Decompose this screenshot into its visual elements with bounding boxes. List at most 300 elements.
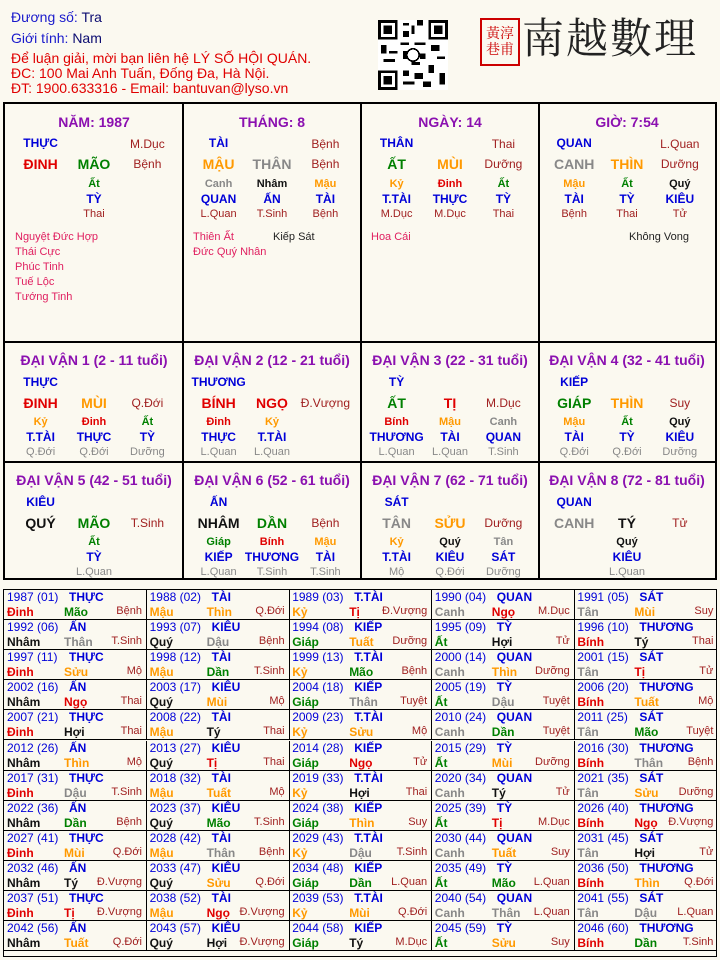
year-cell[interactable] <box>574 801 717 831</box>
year-stem: Canh <box>434 906 465 920</box>
year-stem: Canh <box>434 845 465 860</box>
year-stage: Dưỡng <box>535 665 570 678</box>
year-stem: Giáp <box>292 755 319 770</box>
luck-stem: QUÝ <box>25 515 56 531</box>
luck-pillar-8 <box>539 463 715 580</box>
year-stem: Quý <box>149 755 173 770</box>
year-god: THỰC <box>69 590 104 604</box>
year-cell[interactable] <box>289 650 432 680</box>
year-cell[interactable] <box>432 861 575 891</box>
pillar-stem: MẬU <box>202 156 235 172</box>
year-label: 2032 (46) <box>7 860 59 875</box>
year-stage: Đ.Vượng <box>239 906 285 918</box>
year-stage: Tuyệt <box>400 695 428 708</box>
year-cell[interactable] <box>574 741 717 771</box>
brand-logo: 南越數理 <box>522 14 699 63</box>
year-label: 1988 (02) <box>149 590 201 604</box>
year-branch: Tị <box>206 755 218 770</box>
year-cell[interactable] <box>574 921 717 951</box>
luck-title: ĐẠI VẬN 8 (72 - 81 tuổi) <box>549 472 705 488</box>
year-cell[interactable] <box>147 650 290 680</box>
hidden-stage: Q.Đới <box>559 446 589 458</box>
hidden-stage: Dưỡng <box>486 566 521 578</box>
year-cell[interactable] <box>289 680 432 710</box>
year-branch: Hợi <box>491 635 513 650</box>
hidden-god: TỲ <box>86 550 102 564</box>
year-stem: Bính <box>577 815 605 830</box>
hidden-god: T.TÀI <box>26 430 55 444</box>
year-stem: Giáp <box>292 875 319 890</box>
hidden-god: TỲ <box>495 192 512 206</box>
hidden-stage: Bệnh <box>312 208 339 220</box>
year-branch: Ngọ <box>349 755 373 770</box>
year-cell[interactable] <box>4 861 147 891</box>
year-cell[interactable] <box>574 891 717 921</box>
year-stage: T.Sinh <box>396 845 428 858</box>
year-cell[interactable] <box>147 680 290 710</box>
pillar-stem-god: THÂN <box>379 136 414 150</box>
year-stage: Tử <box>555 785 570 798</box>
year-label: 1996 (10) <box>577 620 629 635</box>
year-god: KIÊU <box>211 740 241 755</box>
hidden-stem: Nhâm <box>256 178 288 190</box>
hidden-stage: Thai <box>83 208 105 220</box>
year-stage: Đ.Vượng <box>96 906 142 918</box>
luck-stem: NHÂM <box>197 515 240 531</box>
year-label: 1993 (07) <box>149 620 201 635</box>
year-cell[interactable] <box>432 650 575 680</box>
year-god: TỲ <box>496 800 513 815</box>
luck-stage: Bệnh <box>311 516 340 530</box>
year-label: 2033 (47) <box>149 860 201 875</box>
year-cell[interactable] <box>147 741 290 771</box>
year-label: 2025 (39) <box>434 800 487 815</box>
luck-god: TỲ <box>388 375 405 389</box>
year-stage: Q.Đới <box>397 906 428 918</box>
hidden-god: TÀI <box>564 430 584 444</box>
year-label: 2012 (26) <box>7 740 59 755</box>
year-stage: T.Sinh <box>254 665 285 678</box>
hidden-stem: Mậu <box>439 416 461 428</box>
pillar-stem: ĐINH <box>23 156 58 172</box>
year-stage: T.Sinh <box>111 785 142 798</box>
luck-branch: MÃO <box>77 515 111 531</box>
year-cell[interactable] <box>147 831 290 861</box>
hidden-stem: Mậu <box>563 416 586 428</box>
year-stem: Đinh <box>7 725 34 740</box>
year-cell[interactable] <box>432 771 575 801</box>
year-cell[interactable] <box>4 680 147 710</box>
star-item: Thái Cực <box>15 246 61 258</box>
hidden-stage: Bệnh <box>561 208 588 220</box>
pillar-stars <box>629 230 689 245</box>
year-stem: Nhâm <box>7 755 41 770</box>
year-god: THƯƠNG <box>639 620 694 635</box>
year-branch: Sửu <box>349 725 374 740</box>
year-branch: Tý <box>206 725 221 740</box>
year-stage: L.Quan <box>533 875 570 888</box>
year-cell[interactable] <box>432 620 575 650</box>
year-cell[interactable] <box>574 650 717 680</box>
luck-title: ĐẠI VẬN 6 (52 - 61 tuổi) <box>194 472 350 488</box>
luck-branch: TỊ <box>443 395 457 411</box>
year-label: 2001 (15) <box>577 650 629 665</box>
year-cell[interactable] <box>4 891 147 921</box>
hidden-stem: Đinh <box>81 416 107 428</box>
pillar-branch: MÃO <box>77 156 111 172</box>
year-stage: Thai <box>263 725 285 738</box>
year-stem: Canh <box>434 665 465 680</box>
year-cell[interactable] <box>147 771 290 801</box>
year-branch: Ngọ <box>634 815 658 830</box>
luck-pillar-3 <box>361 343 539 461</box>
year-stem: Kỷ <box>292 785 308 800</box>
luck-stem: GIÁP <box>557 395 592 411</box>
year-stem: Tân <box>577 725 599 740</box>
year-cell[interactable] <box>574 620 717 650</box>
year-god: T.TÀI <box>354 770 383 785</box>
year-stage: Bệnh <box>401 665 428 678</box>
luck-god: SÁT <box>384 495 409 509</box>
year-branch: Tý <box>491 785 506 800</box>
year-god: TỲ <box>496 680 513 695</box>
year-branch: Dậu <box>349 845 372 860</box>
year-cell[interactable] <box>289 710 432 740</box>
year-branch: Tuất <box>64 936 89 951</box>
pillar-stars-secondary <box>273 230 315 245</box>
luck-branch: MÙI <box>81 395 107 411</box>
year-label: 2016 (30) <box>577 740 629 755</box>
luck-title: ĐẠI VẬN 4 (32 - 41 tuổi) <box>549 352 705 368</box>
year-branch: Tý <box>349 936 364 951</box>
year-cell[interactable] <box>289 831 432 861</box>
hidden-god: ẤN <box>263 192 281 206</box>
hidden-stage: Q.Đới <box>435 566 465 578</box>
year-god: SÁT <box>639 710 664 725</box>
year-cell[interactable] <box>432 590 575 620</box>
year-cell[interactable] <box>147 620 290 650</box>
year-stage: Tử <box>413 755 428 768</box>
year-cell[interactable] <box>289 891 432 921</box>
pillar-3 <box>361 104 539 341</box>
year-stage: T.Sinh <box>682 936 714 949</box>
year-label: 2011 (25) <box>577 710 628 725</box>
pillar-stars <box>193 230 266 260</box>
year-cell[interactable] <box>4 771 147 801</box>
year-cell[interactable] <box>574 861 717 891</box>
year-cell[interactable] <box>289 741 432 771</box>
year-cell[interactable] <box>432 831 575 861</box>
year-branch: Dậu <box>206 635 230 650</box>
year-cell[interactable] <box>574 590 717 620</box>
year-god: QUAN <box>496 891 533 905</box>
year-stage: Q.Đới <box>255 605 285 617</box>
luck-stem: TÂN <box>382 515 411 531</box>
hidden-stem: Quý <box>669 416 691 428</box>
year-stem: Quý <box>149 635 173 650</box>
year-cell[interactable] <box>147 921 290 951</box>
year-god: ẤN <box>69 620 87 635</box>
year-god: TÀI <box>211 650 231 665</box>
year-branch: Mão <box>349 665 374 680</box>
year-cell[interactable] <box>4 620 147 650</box>
year-cell[interactable] <box>4 741 147 771</box>
pillar-stage: L.Quan <box>660 137 700 151</box>
luck-stage: T.Sinh <box>130 516 165 530</box>
luck-pillar-2 <box>183 343 361 461</box>
year-label: 2036 (50) <box>577 860 629 875</box>
luck-stem: CANH <box>553 515 595 531</box>
seal-stamp: 黃淳巷甫 <box>480 18 520 66</box>
year-cell[interactable] <box>4 801 147 831</box>
year-stem: Mậu <box>149 845 174 860</box>
year-cell[interactable] <box>4 921 147 951</box>
year-cell[interactable] <box>147 590 290 620</box>
hidden-god: T.TÀI <box>382 550 411 564</box>
year-stem: Giáp <box>292 635 319 650</box>
year-stage: Dưỡng <box>535 755 570 768</box>
year-cell[interactable] <box>4 710 147 740</box>
year-stem: Ất <box>434 936 448 951</box>
year-label: 2021 (35) <box>577 770 629 785</box>
year-stage: Q.Đới <box>255 875 285 888</box>
hidden-stage: Dưỡng <box>662 446 698 458</box>
year-label: 2003 (17) <box>149 680 201 695</box>
year-god: KIẾP <box>354 680 383 695</box>
year-cell[interactable] <box>432 801 575 831</box>
year-stem: Kỷ <box>292 665 308 680</box>
hidden-stem: Bính <box>259 536 285 548</box>
year-branch: Dậu <box>634 906 658 920</box>
hidden-god: SÁT <box>491 550 516 564</box>
year-stem: Tân <box>577 785 599 800</box>
hidden-stem: Quý <box>439 536 461 548</box>
year-god: THỰC <box>69 770 104 785</box>
luck-branch: NGỌ <box>256 395 288 411</box>
year-cell[interactable] <box>289 801 432 831</box>
year-label: 2034 (48) <box>292 860 344 875</box>
year-label: 2030 (44) <box>434 830 487 845</box>
year-stage: Bệnh <box>116 815 142 828</box>
year-stem: Tân <box>577 665 599 680</box>
year-stem: Ất <box>434 815 448 830</box>
luck-title: ĐẠI VẬN 2 (12 - 21 tuổi) <box>194 352 350 368</box>
year-cell[interactable] <box>432 710 575 740</box>
year-god: ẤN <box>69 860 87 875</box>
star-item: Phúc Tinh <box>15 261 64 273</box>
luck-stem: ĐINH <box>23 395 58 411</box>
hidden-stage: L.Quan <box>200 446 237 458</box>
year-stem: Đinh <box>7 665 34 680</box>
year-label: 2040 (54) <box>434 891 487 905</box>
hidden-stage: Q.Đới <box>612 446 642 458</box>
hidden-stem: Ất <box>621 178 633 190</box>
pillar-1 <box>5 104 183 341</box>
year-stem: Đinh <box>7 785 34 800</box>
year-cell[interactable] <box>432 891 575 921</box>
year-stem: Ất <box>434 695 448 710</box>
luck-pillar-7 <box>361 463 539 580</box>
year-stem: Ất <box>434 755 448 770</box>
year-label: 2005 (19) <box>434 680 487 695</box>
year-stage: Tử <box>555 635 570 648</box>
year-cell[interactable] <box>147 891 290 921</box>
year-stage: Mộ <box>698 695 714 708</box>
year-cell[interactable] <box>574 831 717 861</box>
star-item: Tuế Lộc <box>15 276 55 288</box>
year-branch: Tị <box>349 605 360 619</box>
year-cell[interactable] <box>289 771 432 801</box>
hidden-stage: T.Sinh <box>310 566 341 578</box>
year-cell[interactable] <box>289 590 432 620</box>
year-label: 2009 (23) <box>292 710 344 725</box>
phone-email-line[interactable]: ĐT: 1900.633316 - Email: bantuvan@lyso.vn <box>11 80 289 96</box>
year-stage: Mộ <box>269 785 285 798</box>
year-branch: Sửu <box>206 875 231 890</box>
year-branch: Tị <box>64 906 75 920</box>
year-stage: M.Dục <box>395 936 428 949</box>
year-god: T.TÀI <box>354 710 383 725</box>
year-label: 2010 (24) <box>434 710 487 725</box>
year-god: SÁT <box>639 770 664 785</box>
year-branch: Ngọ <box>206 906 230 920</box>
year-god: ẤN <box>69 680 87 695</box>
header <box>0 0 720 100</box>
year-cell[interactable] <box>4 831 147 861</box>
luck-god: ẤN <box>209 495 228 509</box>
year-stage: Tử <box>699 845 714 858</box>
year-god: KIÊU <box>211 921 241 936</box>
year-cell[interactable] <box>147 710 290 740</box>
hidden-stem: Ất <box>88 178 100 190</box>
year-stem: Đinh <box>7 845 34 860</box>
year-god: THƯƠNG <box>639 860 694 875</box>
year-cell[interactable] <box>432 680 575 710</box>
year-stage: Q.Đới <box>112 936 142 949</box>
luck-stage: Tử <box>672 516 688 530</box>
year-cell[interactable] <box>289 861 432 891</box>
year-god: KIẾP <box>354 860 383 875</box>
year-label: 2026 (40) <box>577 800 629 815</box>
year-cell[interactable] <box>574 710 717 740</box>
year-cell[interactable] <box>574 771 717 801</box>
year-cell[interactable] <box>147 861 290 891</box>
star-item: Nguyệt Đức Hợp <box>15 231 99 243</box>
year-label: 2013 (27) <box>149 740 201 755</box>
star-item: Thiên Ất <box>193 231 234 243</box>
year-god: KIÊU <box>211 620 241 635</box>
hidden-god: TỲ <box>139 430 156 444</box>
year-cell[interactable] <box>432 741 575 771</box>
luck-stage: Đ.Vượng <box>300 396 351 410</box>
year-cell[interactable] <box>147 801 290 831</box>
hidden-stem: Ất <box>141 416 154 428</box>
year-god: TÀI <box>211 830 231 845</box>
year-cell[interactable] <box>432 921 575 951</box>
year-stage: Mộ <box>411 725 428 738</box>
year-label: 2028 (42) <box>149 830 201 845</box>
year-label: 2041 (55) <box>577 891 629 905</box>
qr-code-icon <box>378 20 448 90</box>
year-label: 1999 (13) <box>292 650 344 665</box>
hidden-god: TỲ <box>619 192 635 206</box>
hidden-god: TỲ <box>86 192 102 206</box>
hidden-stage: M.Dục <box>380 208 413 220</box>
year-branch: Ngọ <box>64 695 88 710</box>
year-cell[interactable] <box>4 590 147 620</box>
year-stage: Thai <box>120 725 142 738</box>
pillar-stage: Bệnh <box>311 137 340 151</box>
year-god: TỲ <box>496 740 513 755</box>
year-label: 2043 (57) <box>149 921 201 936</box>
hidden-god: TÀI <box>315 192 336 206</box>
year-stage: M.Dục <box>538 815 570 828</box>
year-god: TỲ <box>496 620 513 635</box>
pillar-stars <box>15 230 98 305</box>
year-god: TỲ <box>496 860 513 875</box>
year-stem: Nhâm <box>7 875 41 890</box>
year-god: TÀI <box>211 590 231 604</box>
year-label: 2018 (32) <box>149 770 201 785</box>
hidden-stem: Canh <box>204 178 233 190</box>
hidden-stem: Đinh <box>437 178 463 190</box>
pillar-title: NĂM: 1987 <box>58 114 130 130</box>
year-label: 2027 (41) <box>7 830 59 845</box>
year-branch: Thân <box>64 635 93 650</box>
hidden-god: KIÊU <box>435 550 465 564</box>
year-god: KIẾP <box>354 740 383 755</box>
luck-title: ĐẠI VẬN 5 (42 - 51 tuổi) <box>16 472 172 488</box>
luck-stem: ẤT <box>387 395 406 411</box>
pillar-title: NGÀY: 14 <box>418 114 482 130</box>
hidden-stage: Tử <box>672 208 687 220</box>
year-cell[interactable] <box>4 650 147 680</box>
year-stage: Tử <box>699 665 714 678</box>
year-stage: Thai <box>120 695 142 708</box>
year-stem: Mậu <box>149 785 174 800</box>
year-stage: Q.Đới <box>112 845 142 858</box>
year-label: 1987 (01) <box>7 590 59 604</box>
year-branch: Tuất <box>634 695 659 710</box>
year-branch: Dần <box>349 875 372 890</box>
year-branch: Thân <box>206 845 236 860</box>
luck-god: QUAN <box>556 495 592 509</box>
year-god: SÁT <box>639 650 664 665</box>
year-stem: Tân <box>577 605 599 619</box>
year-label: 2002 (16) <box>7 680 59 695</box>
year-stage: Mộ <box>126 755 142 768</box>
year-god: KIÊU <box>211 800 241 815</box>
year-cell[interactable] <box>289 620 432 650</box>
year-branch: Sửu <box>491 936 516 951</box>
year-label: 2004 (18) <box>292 680 344 695</box>
year-branch: Mão <box>206 815 231 830</box>
year-branch: Dậu <box>491 695 515 710</box>
year-god: TÀI <box>211 770 231 785</box>
year-god: ẤN <box>69 740 87 755</box>
luck-stage: M.Dục <box>486 396 521 410</box>
pillar-stem-god: THỰC <box>23 136 58 150</box>
year-stage: Dưỡng <box>392 635 428 648</box>
year-cell[interactable] <box>289 921 432 951</box>
hidden-stage: T.Sinh <box>256 566 288 578</box>
year-label: 2037 (51) <box>7 891 59 905</box>
hidden-god: T.TÀI <box>382 192 411 206</box>
year-cell[interactable] <box>574 680 717 710</box>
hidden-stage: L.Quan <box>200 566 237 578</box>
hidden-stage: L.Quan <box>431 446 469 458</box>
year-branch: Thìn <box>206 605 232 619</box>
